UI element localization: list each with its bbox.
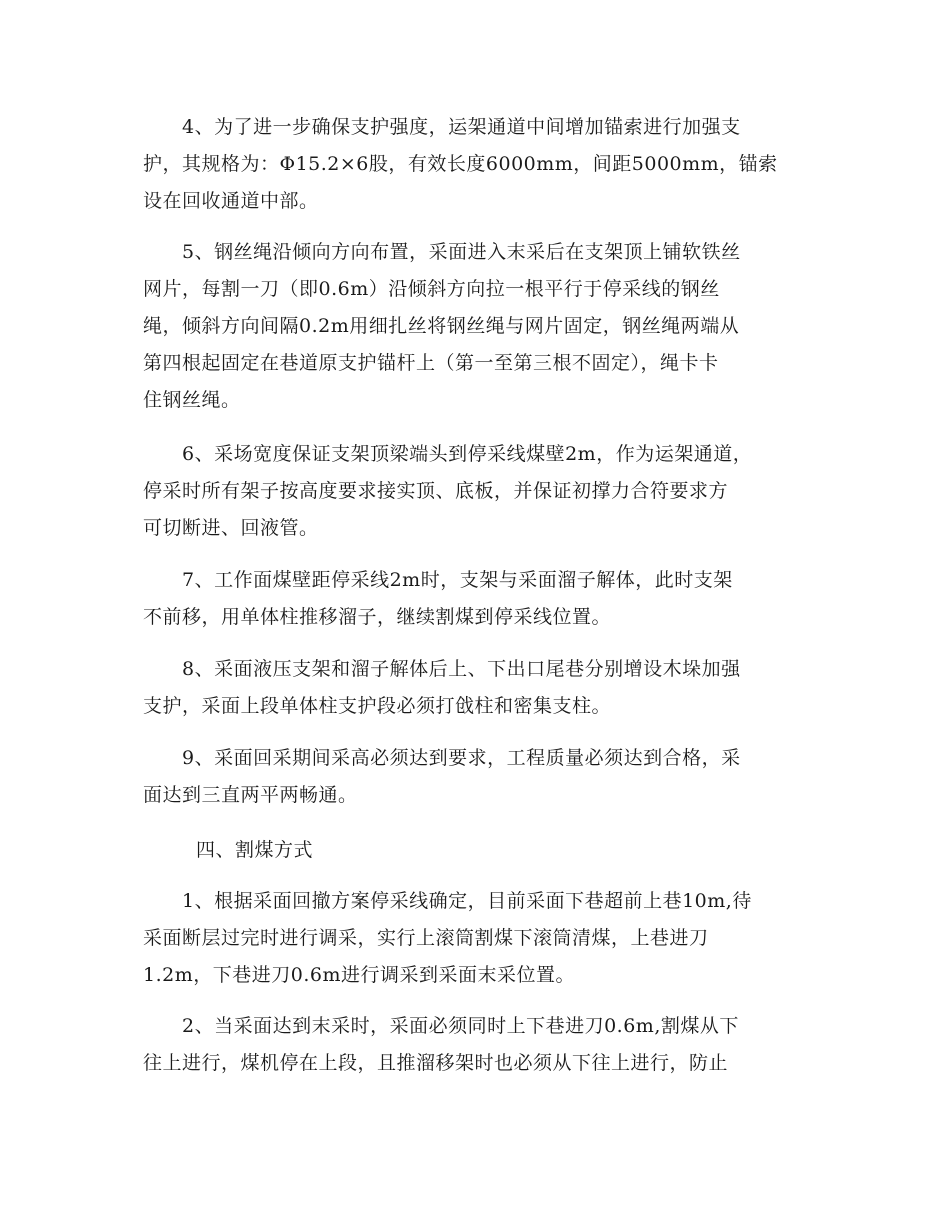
paragraph-line: 停采时所有架子按高度要求接实顶、底板，并保证初撑力合符要求方 xyxy=(143,480,729,502)
section-heading: 四、割煤方式 xyxy=(196,839,314,861)
paragraph-line: 住钢丝绳。 xyxy=(143,389,241,411)
paragraph-6 xyxy=(143,436,813,547)
paragraph-line: 8、采面液压支架和溜子解体后上、下出口尾巷分别增设木垛加强 xyxy=(143,658,741,680)
paragraph-line: 可切断进、回液管。 xyxy=(143,517,319,539)
paragraph-9 xyxy=(143,740,813,814)
paragraph-4 xyxy=(143,109,813,220)
paragraph-line: 护，其规格为：Φ15.2×6股，有效长度6000mm，间距5000mm，锚索 xyxy=(143,153,778,175)
paragraph-1 xyxy=(143,883,813,994)
paragraph-line: 第四根起固定在巷道原支护锚杆上（第一至第三根不固定），绳卡卡 xyxy=(143,352,719,374)
paragraph-line: 9、采面回采期间采高必须达到要求，工程质量必须达到合格，采 xyxy=(143,747,741,769)
paragraph-line: 设在回收通道中部。 xyxy=(143,190,319,212)
paragraph-2 xyxy=(143,1008,813,1082)
paragraph-line: 1.2m，下巷进刀0.6m进行调采到采面末采位置。 xyxy=(143,964,575,986)
paragraph-line: 采面断层过完时进行调采，实行上滚筒割煤下滚筒清煤，上巷进刀 xyxy=(143,927,709,949)
paragraph-5 xyxy=(143,234,813,419)
paragraph-line: 4、为了进一步确保支护强度，运架通道中间增加锚索进行加强支 xyxy=(143,116,741,138)
paragraph-line: 支护，采面上段单体柱支护段必须打戗柱和密集支柱。 xyxy=(143,695,612,717)
paragraph-line: 绳，倾斜方向间隔0.2m用细扎丝将钢丝绳与网片固定，钢丝绳两端从 xyxy=(143,315,740,337)
paragraph-line: 6、采场宽度保证支架顶梁端头到停采线煤壁2m，作为运架通道， xyxy=(143,443,753,465)
paragraph-line: 2、当采面达到末采时，采面必须同时上下巷进刀0.6m,割煤从下 xyxy=(143,1015,739,1037)
paragraph-7 xyxy=(143,562,813,636)
paragraph-8 xyxy=(143,651,813,725)
paragraph-line: 往上进行，煤机停在上段，且推溜移架时也必须从下往上进行，防止 xyxy=(143,1052,729,1074)
paragraph-line: 5、钢丝绳沿倾向方向布置，采面进入末采后在支架顶上铺软铁丝 xyxy=(143,241,741,263)
paragraph-line: 7、工作面煤壁距停采线2m时，支架与采面溜子解体，此时支架 xyxy=(143,569,733,591)
paragraph-line: 网片，每割一刀（即0.6m）沿倾斜方向拉一根平行于停采线的钢丝 xyxy=(143,278,720,300)
paragraph-line: 面达到三直两平两畅通。 xyxy=(143,784,358,806)
paragraph-line: 不前移，用单体柱推移溜子，继续割煤到停采线位置。 xyxy=(143,606,612,628)
paragraph-line: 1、根据采面回撤方案停采线确定，目前采面下巷超前上巷10m,待 xyxy=(143,890,752,912)
